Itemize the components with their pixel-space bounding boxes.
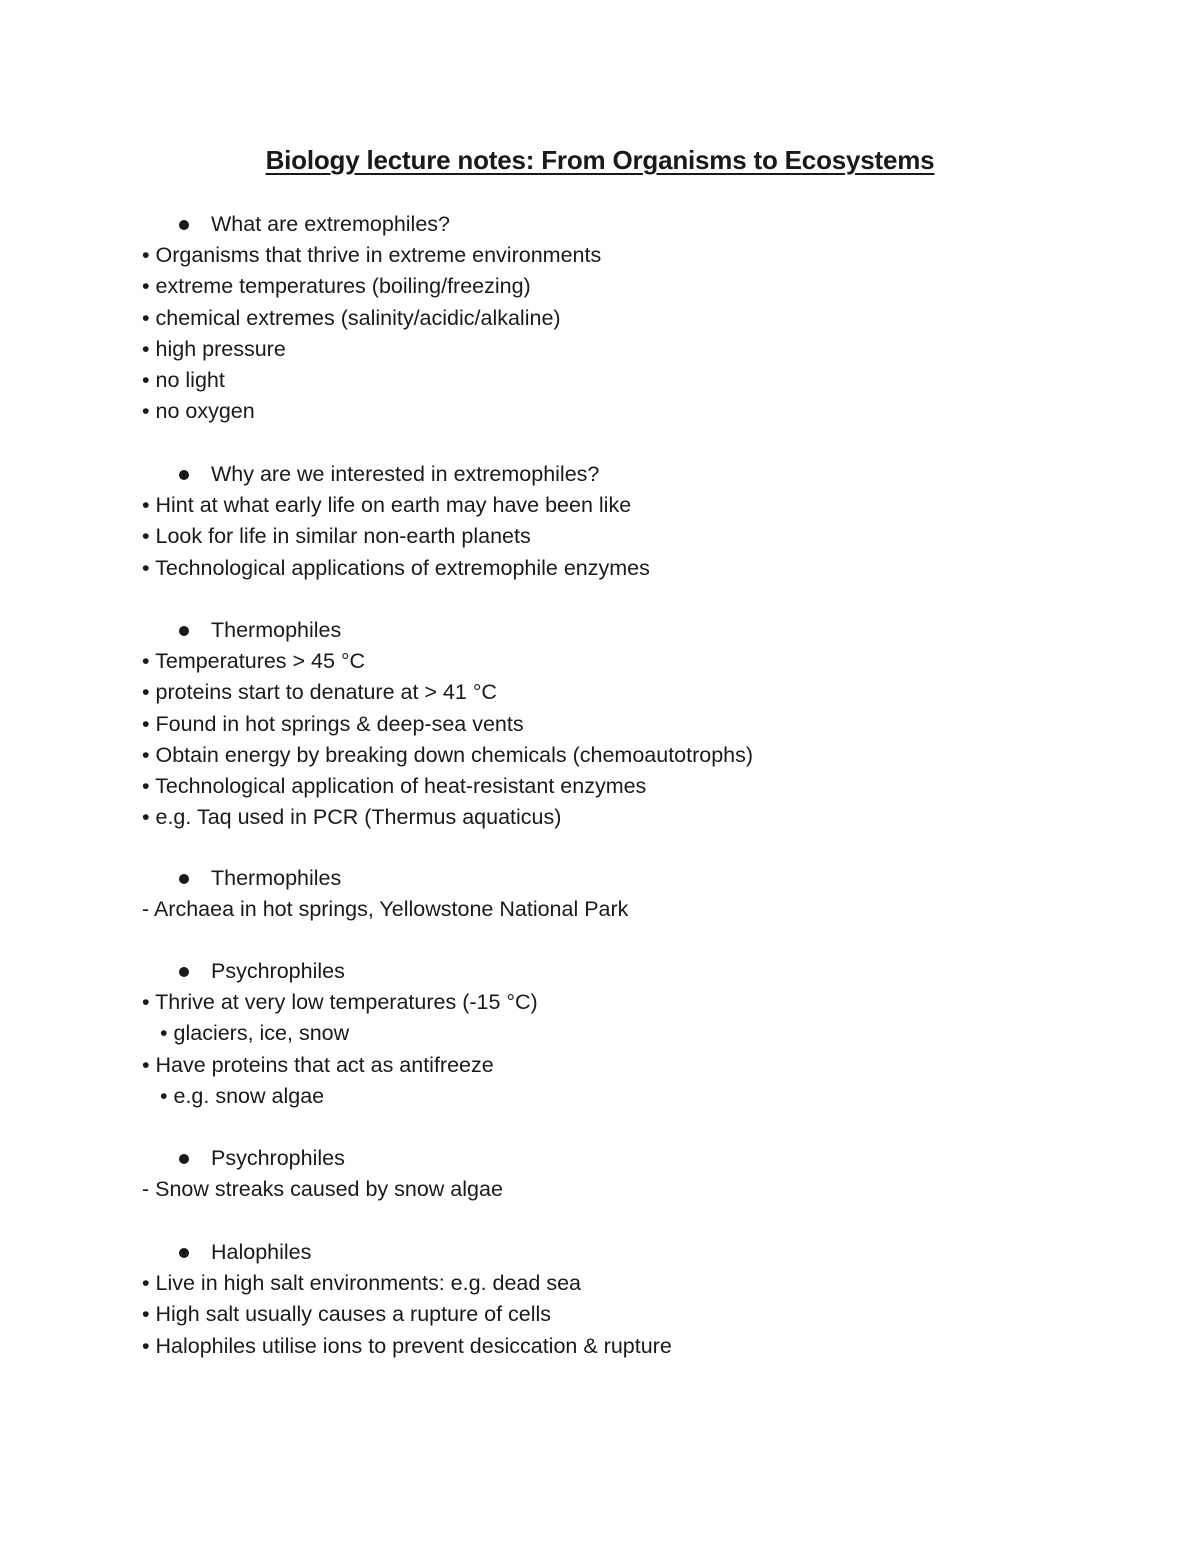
list-item: • Organisms that thrive in extreme environments xyxy=(142,243,602,268)
list-item: • Hint at what early life on earth may have been like xyxy=(142,493,632,518)
list-subitem: • glaciers, ice, snow xyxy=(160,1021,350,1046)
bullet-dot-icon xyxy=(179,220,189,230)
heading-text: Psychrophiles xyxy=(211,959,345,983)
list-item: • chemical extremes (salinity/acidic/alkaline) xyxy=(142,305,561,330)
section-halophiles xyxy=(142,1237,1102,1362)
list-item: • Found in hot springs & deep-sea vents xyxy=(142,711,524,736)
heading-text: Halophiles xyxy=(211,1240,312,1264)
heading-text: Thermophiles xyxy=(211,618,342,642)
list-item: • Temperatures > 45 °C xyxy=(142,649,366,674)
heading-text: What are extremophiles? xyxy=(211,212,450,236)
list-item: • Have proteins that act as antifreeze xyxy=(142,1052,494,1077)
document-title: Biology lecture notes: From Organisms to Ecosystems xyxy=(265,145,935,175)
bullet-dot-icon xyxy=(179,626,189,636)
section-psychrophiles-snow xyxy=(142,1143,1102,1205)
section-heading xyxy=(142,615,1102,646)
list-item: • Look for life in similar non-earth planets xyxy=(142,524,531,549)
section-heading xyxy=(142,956,1102,987)
list-item: • proteins start to denature at > 41 °C xyxy=(142,680,497,705)
bullet-dot-icon xyxy=(179,1154,189,1164)
list-item: • Live in high salt environments: e.g. dead sea xyxy=(142,1271,581,1296)
section-heading xyxy=(142,863,1102,894)
list-item: • Halophiles utilise ions to prevent desiccation & rupture xyxy=(142,1333,672,1358)
heading-text: Psychrophiles xyxy=(211,1146,345,1170)
section-psychrophiles xyxy=(142,956,1102,1112)
section-thermophiles xyxy=(142,615,1102,833)
section-thermophiles-archaea xyxy=(142,863,1102,925)
section-heading xyxy=(142,1143,1102,1174)
section-why-interested xyxy=(142,459,1102,584)
section-heading xyxy=(142,1237,1102,1268)
list-item: - Snow streaks caused by snow algae xyxy=(142,1177,503,1202)
section-heading xyxy=(142,209,1102,240)
heading-text: Thermophiles xyxy=(211,866,342,890)
list-item: • Technological applications of extremophile enzymes xyxy=(142,555,650,580)
list-item: - Archaea in hot springs, Yellowstone National Park xyxy=(142,897,629,922)
list-item: • no oxygen xyxy=(142,399,255,424)
bullet-dot-icon xyxy=(179,967,189,977)
list-item: • no light xyxy=(142,367,225,392)
list-item: • high pressure xyxy=(142,336,286,361)
bullet-dot-icon xyxy=(179,1248,189,1258)
list-item: • extreme temperatures (boiling/freezing) xyxy=(142,274,531,299)
bullet-dot-icon xyxy=(179,874,189,884)
list-item: • Obtain energy by breaking down chemicals (chemoautotrophs) xyxy=(142,742,754,767)
bullet-dot-icon xyxy=(179,470,189,480)
heading-text: Why are we interested in extremophiles? xyxy=(211,462,600,486)
list-item: • e.g. Taq used in PCR (Thermus aquaticus) xyxy=(142,805,562,830)
section-what-are-extremophiles xyxy=(142,209,1102,427)
list-item: • Technological application of heat-resistant enzymes xyxy=(142,773,647,798)
list-subitem: • e.g. snow algae xyxy=(160,1083,325,1108)
list-item: • Thrive at very low temperatures (-15 °C) xyxy=(142,990,538,1015)
section-heading xyxy=(142,459,1102,490)
list-item: • High salt usually causes a rupture of cells xyxy=(142,1302,552,1327)
